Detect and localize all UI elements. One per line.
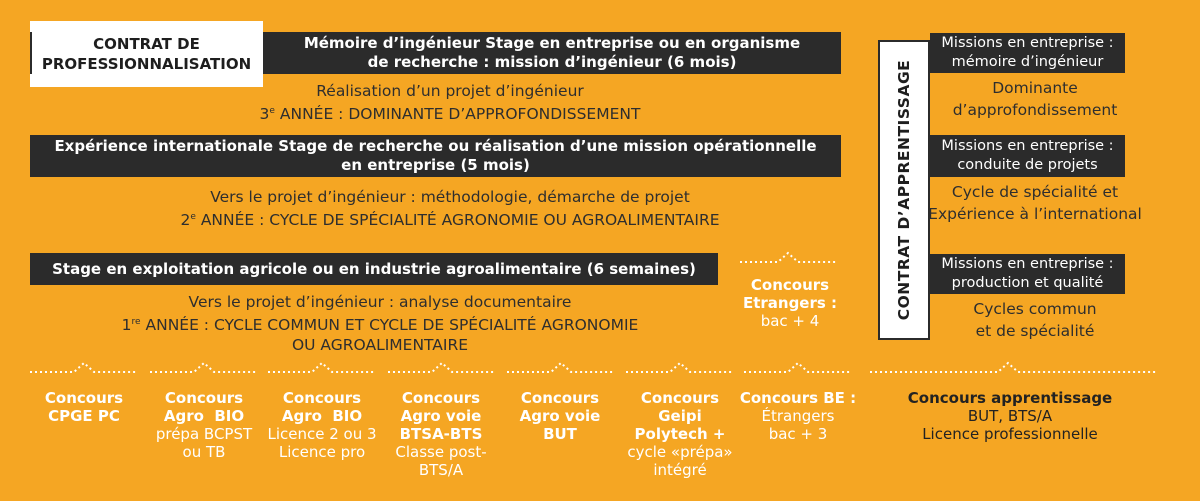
year2-bar-line-1: Expérience internationale Stage de recherche ou réalisation d’une mission opérationnelle [54, 137, 817, 155]
concours-geipi-line-5: intégré [653, 461, 707, 479]
contrat-pro-line-2: PROFESSIONNALISATION [41, 55, 252, 73]
concours-licence-line-2: Agro BIO [281, 407, 363, 425]
concours-licence-line-3: Licence 2 ou 3 [267, 425, 377, 443]
concours-btsa-line-3: BTSA-BTS [399, 425, 483, 443]
contrat-professionnalisation-box [30, 21, 263, 87]
mission-3-text-line-2: et de spécialité [975, 322, 1095, 340]
year3-text-line-2: 3e ANNÉE : DOMINANTE D’APPROFONDISSEMENT [259, 105, 641, 124]
year3-text [200, 81, 700, 124]
concours-licence-line-4: Licence pro [278, 443, 366, 461]
concours-bcpst-line-1: Concours [164, 389, 244, 407]
concours-etrangers-bac4-line-3: bac + 4 [760, 312, 820, 330]
mission-text-1 [900, 77, 1170, 121]
concours-geipi-line-1: Concours [640, 389, 720, 407]
year1-text-line-3: OU AGROALIMENTAIRE [291, 336, 469, 355]
year3-bar-line-2: de recherche : mission d’ingénieur (6 mois) [367, 53, 737, 71]
concours-btsa-line-1: Concours [401, 389, 481, 407]
dotted-chevron-btsa [386, 360, 498, 374]
concours-btsa-line-4: Classe post- [395, 443, 487, 461]
mission-bar-1 [930, 33, 1125, 73]
concours-be-line-3: bac + 3 [768, 425, 828, 443]
concours-btsa-line-5: BTS/A [418, 461, 464, 479]
concours-btsa-line-2: Agro voie [400, 407, 482, 425]
dotted-chevron-bac4 [738, 250, 838, 264]
contrat-pro-line-1: CONTRAT DE [93, 35, 200, 53]
year1-text-line-1: Vers le projet d’ingénieur : analyse documentaire [188, 293, 572, 311]
year1-text-line-2: 1re ANNÉE : CYCLE COMMUN ET CYCLE DE SPÉCIALITÉ AGRONOMIE [121, 316, 639, 335]
mission-2-text-line-2: Expérience à l’international [928, 205, 1142, 223]
mission-3-text-line-1: Cycles commun [973, 300, 1097, 318]
year1-bar [30, 253, 718, 285]
concours-be-etrangers [733, 389, 863, 443]
contrat-apprentissage-label: CONTRAT D’APPRENTISSAGE [895, 59, 913, 321]
mission-3-bar-line-2: production et qualité [951, 275, 1104, 291]
year2-text-line-2: 2e ANNÉE : CYCLE DE SPÉCIALITÉ AGRONOMIE OU AGROALIMENTAIRE [180, 211, 720, 230]
dotted-chevron-be [742, 360, 854, 374]
concours-geipi-line-4: cycle «prépa» [627, 443, 733, 461]
mission-2-text-line-1: Cycle de spécialité et [951, 183, 1119, 201]
dotted-chevron-bcpst [148, 360, 260, 374]
mission-bar-3 [930, 254, 1125, 294]
mission-bar-2 [930, 135, 1125, 177]
dotted-chevron-but [505, 360, 617, 374]
concours-etrangers-bac4-line-1: Concours [750, 276, 830, 294]
mission-1-text-line-2: d’approfondissement [952, 101, 1118, 119]
concours-bcpst-line-3: prépa BCPST [155, 425, 253, 443]
dotted-chevron-licence [266, 360, 378, 374]
concours-etrangers-bac4 [725, 276, 855, 330]
concours-agro-but [495, 389, 625, 443]
concours-agro-bio-licence [257, 389, 387, 461]
year2-text [130, 187, 770, 230]
year3-bar-left-extension [30, 32, 32, 74]
mission-text-3 [900, 298, 1170, 342]
year2-text-line-1: Vers le projet d’ingénieur : méthodologie, démarche de projet [210, 188, 690, 206]
concours-agro-bio-bcpst [139, 389, 269, 461]
year3-text-line-1: Réalisation d’un projet d’ingénieur [316, 82, 584, 100]
concours-bcpst-line-2: Agro BIO [163, 407, 245, 425]
year2-bar [30, 135, 841, 177]
year3-bar-line-1: Mémoire d’ingénieur Stage en entreprise ou en organisme [303, 34, 801, 52]
concours-be-line-1: Concours BE : [739, 389, 857, 407]
year1-bar-line-1: Stage en exploitation agricole ou en industrie agroalimentaire (6 semaines) [52, 259, 696, 278]
dotted-chevron-geipi [624, 360, 736, 374]
concours-apprentissage-line-3: Licence professionnelle [922, 425, 1098, 443]
concours-but-line-2: Agro voie [519, 407, 601, 425]
year1-text [60, 292, 700, 355]
year2-bar-line-2: en entreprise (5 mois) [341, 156, 530, 174]
mission-1-bar-line-1: Missions en entreprise : [941, 35, 1114, 51]
mission-2-bar-line-1: Missions en entreprise : [941, 138, 1114, 154]
concours-cpge-line-2: CPGE PC [48, 407, 120, 425]
year3-bar [263, 32, 841, 74]
mission-2-bar-line-2: conduite de projets [957, 157, 1098, 173]
mission-1-bar-line-2: mémoire d’ingénieur [951, 54, 1104, 70]
mission-text-2 [900, 181, 1170, 225]
concours-apprentissage [880, 389, 1140, 443]
concours-etrangers-bac4-line-2: Etrangers : [742, 294, 838, 312]
dotted-chevron-cpge [28, 360, 140, 374]
concours-agro-btsa [376, 389, 506, 479]
concours-apprentissage-line-1: Concours apprentissage [907, 389, 1113, 407]
concours-be-line-2: Étrangers [761, 407, 835, 425]
concours-but-line-1: Concours [520, 389, 600, 407]
mission-3-bar-line-1: Missions en entreprise : [941, 256, 1114, 272]
concours-bcpst-line-4: ou TB [182, 443, 226, 461]
concours-geipi-polytech [615, 389, 745, 479]
concours-apprentissage-line-2: BUT, BTS/A [967, 407, 1053, 425]
concours-geipi-line-3: Polytech + [634, 425, 726, 443]
concours-cpge-line-1: Concours [44, 389, 124, 407]
concours-licence-line-1: Concours [282, 389, 362, 407]
concours-cpge-pc [19, 389, 149, 425]
mission-1-text-line-1: Dominante [992, 79, 1078, 97]
concours-geipi-line-2: Geipi [658, 407, 702, 425]
dotted-chevron-apprentissage [868, 360, 1158, 374]
concours-but-line-3: BUT [543, 425, 577, 443]
